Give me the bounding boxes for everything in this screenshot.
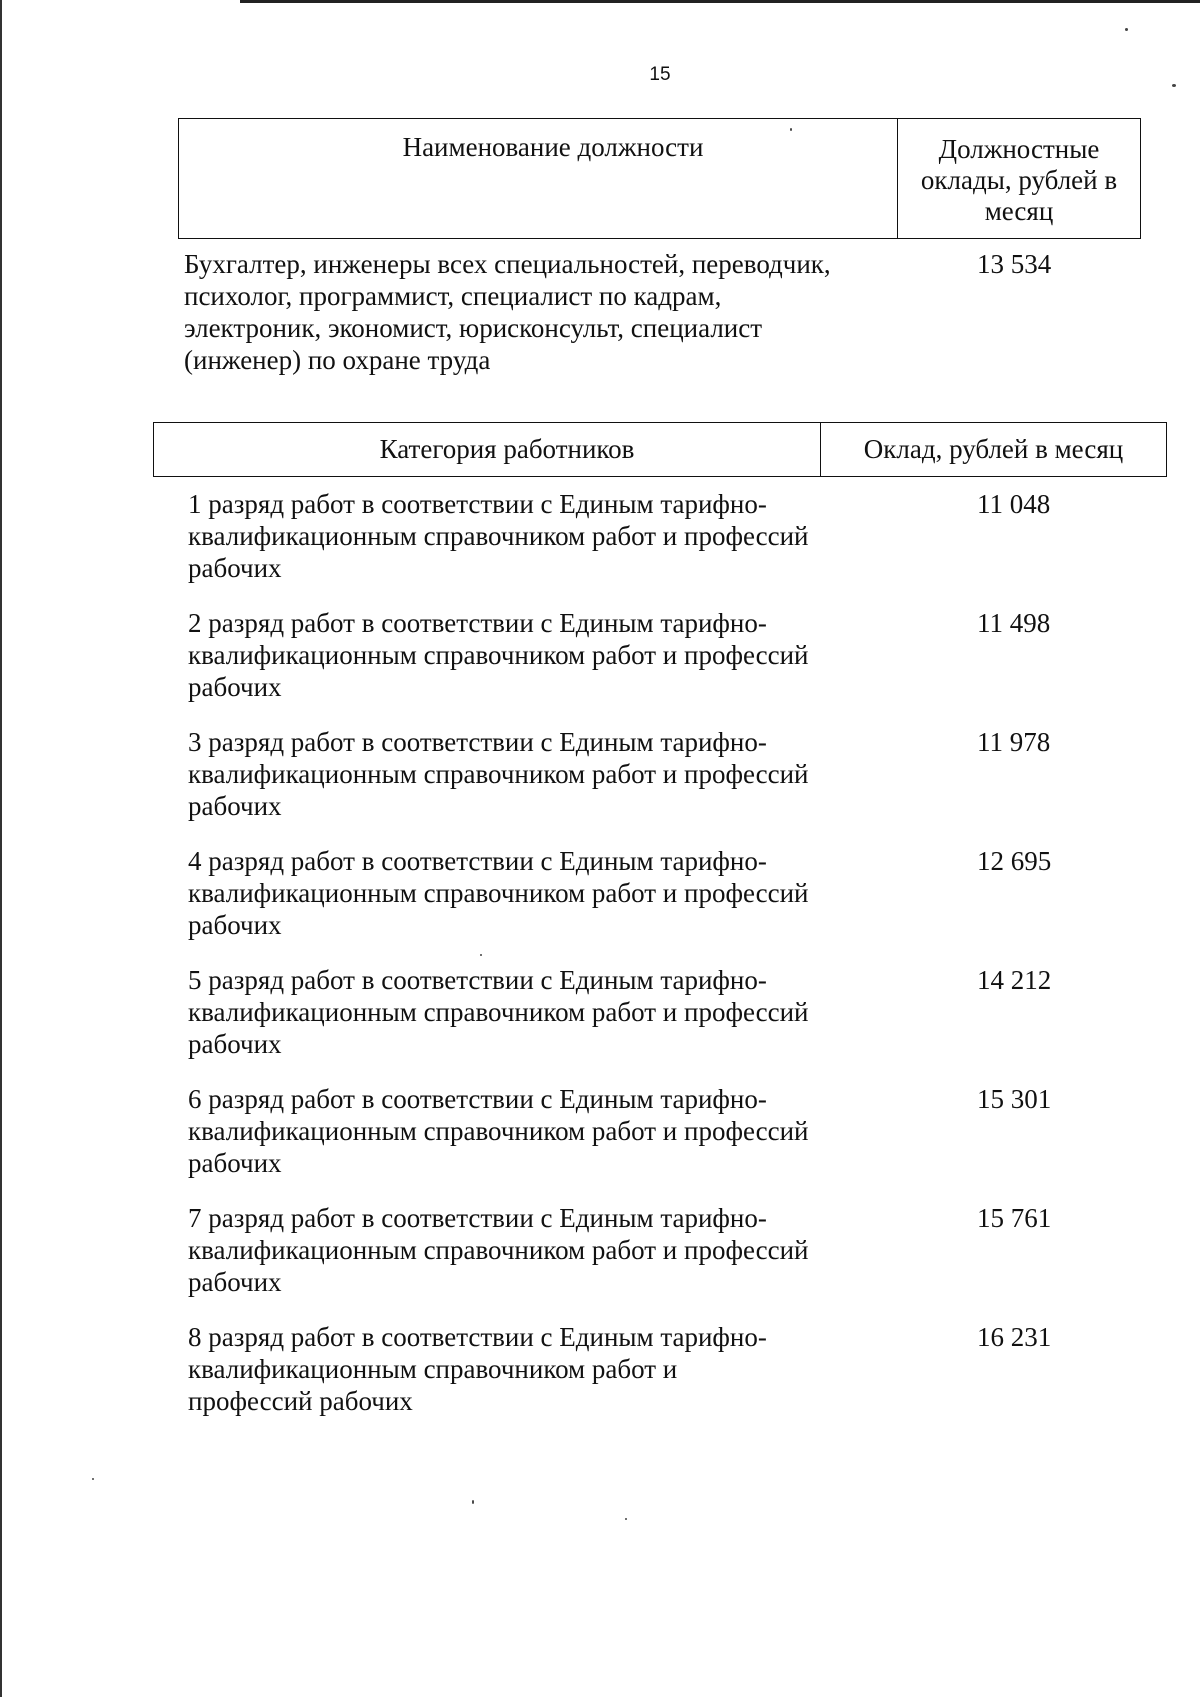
scan-border-top	[240, 0, 1200, 3]
text-line: 8 разряд работ в соответствии с Единым тарифно-	[188, 1322, 767, 1352]
text-line: квалификационным справочником работ и	[188, 1354, 678, 1384]
text-line: (инженер) по охране труда	[184, 345, 491, 375]
header-salary-line: оклады, рублей в	[920, 165, 1118, 195]
table-row	[188, 726, 1148, 845]
table-row	[188, 845, 1148, 964]
category-description	[188, 607, 868, 703]
text-line: Бухгалтер, инженеры всех специальностей, переводчик,	[184, 249, 831, 279]
workers-table-body	[188, 488, 1148, 1440]
table-row	[188, 1202, 1148, 1321]
positions-table-header	[178, 118, 1141, 239]
salary-value: 15 761	[977, 1203, 1052, 1233]
category-description	[188, 1321, 868, 1417]
salary-value: 13 534	[977, 249, 1052, 279]
text-line: 2 разряд работ в соответствии с Единым тарифно-	[188, 608, 767, 638]
table-row	[188, 607, 1148, 726]
page-number: 15	[649, 64, 671, 85]
text-line: квалификационным справочником работ и профессий	[188, 640, 809, 670]
text-line: 6 разряд работ в соответствии с Единым тарифно-	[188, 1084, 767, 1114]
salary-value: 12 695	[977, 846, 1052, 876]
table-row	[188, 1083, 1148, 1202]
scan-border-left	[0, 0, 2, 1697]
header-position-salary	[898, 119, 1140, 238]
text-line: рабочих	[188, 553, 282, 583]
text-line: электроник, экономист, юрисконсульт, специалист	[184, 313, 763, 343]
category-description	[188, 488, 868, 584]
category-description	[188, 1202, 868, 1298]
salary-value: 16 231	[977, 1322, 1052, 1352]
text-line: рабочих	[188, 1267, 282, 1297]
salary-value: 15 301	[977, 1084, 1052, 1114]
text-line: рабочих	[188, 672, 282, 702]
text-line: 7 разряд работ в соответствии с Единым тарифно-	[188, 1203, 767, 1233]
text-line: 5 разряд работ в соответствии с Единым тарифно-	[188, 965, 767, 995]
table-row	[188, 1321, 1148, 1440]
salary-value: 11 978	[977, 727, 1051, 757]
text-line: 1 разряд работ в соответствии с Единым тарифно-	[188, 489, 767, 519]
category-description	[188, 964, 868, 1060]
text-line: квалификационным справочником работ и профессий	[188, 878, 809, 908]
text-line: квалификационным справочником работ и профессий	[188, 997, 809, 1027]
text-line: квалификационным справочником работ и профессий	[188, 1116, 809, 1146]
text-line: рабочих	[188, 910, 282, 940]
text-line: рабочих	[188, 791, 282, 821]
table-row	[188, 488, 1148, 607]
text-line: рабочих	[188, 1148, 282, 1178]
header-worker-salary: Оклад, рублей в месяц	[863, 434, 1124, 464]
text-line: профессий рабочих	[188, 1386, 413, 1416]
scan-speck	[625, 1518, 627, 1520]
text-line: квалификационным справочником работ и профессий	[188, 1235, 809, 1265]
table-row	[184, 248, 1144, 376]
text-line: квалификационным справочником работ и профессий	[188, 521, 809, 551]
workers-table-header	[153, 422, 1167, 477]
scan-speck	[1125, 28, 1128, 31]
salary-value: 11 498	[977, 608, 1051, 638]
text-line: 4 разряд работ в соответствии с Единым тарифно-	[188, 846, 767, 876]
header-salary-line: месяц	[984, 196, 1054, 226]
category-description	[188, 726, 868, 822]
category-description	[188, 845, 868, 941]
header-salary-line: Должностные	[938, 134, 1100, 164]
text-line: психолог, программист, специалист по кадрам,	[184, 281, 722, 311]
scan-speck	[92, 1478, 94, 1480]
salary-value: 11 048	[977, 489, 1051, 519]
category-description	[188, 1083, 868, 1179]
text-line: рабочих	[188, 1029, 282, 1059]
text-line: квалификационным справочником работ и профессий	[188, 759, 809, 789]
header-position-name: Наименование должности	[179, 119, 898, 238]
salary-value: 14 212	[977, 965, 1052, 995]
position-description	[184, 248, 884, 376]
scan-speck	[472, 1500, 474, 1504]
table-row	[188, 964, 1148, 1083]
header-worker-category: Категория работников	[154, 423, 821, 476]
text-line: 3 разряд работ в соответствии с Единым тарифно-	[188, 727, 767, 757]
